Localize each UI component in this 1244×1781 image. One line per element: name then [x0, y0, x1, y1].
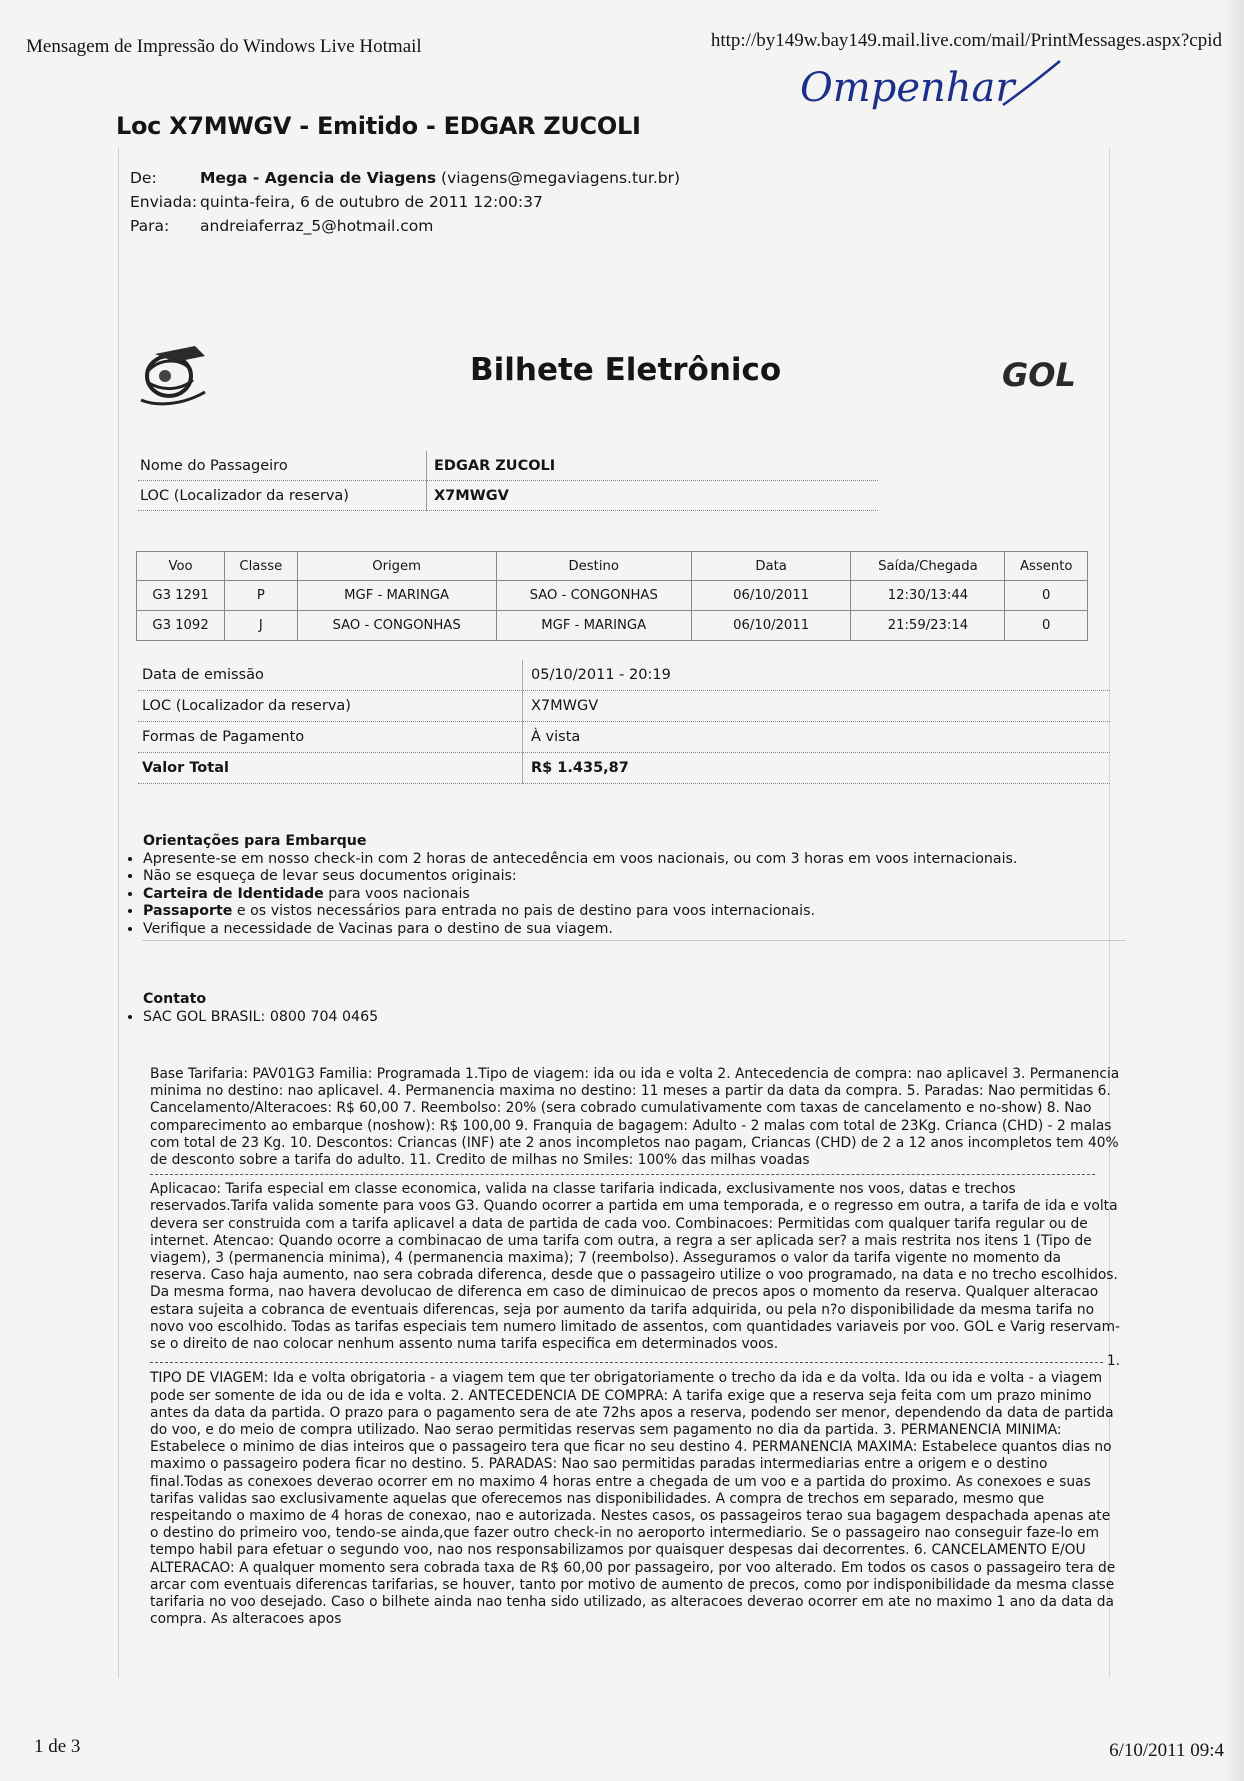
flight-cell: 06/10/2011: [691, 581, 851, 611]
to-row: [130, 214, 680, 238]
contact-list: [126, 1009, 378, 1027]
flight-cell: 0: [1005, 611, 1088, 641]
flight-cell: SAO - CONGONHAS: [297, 611, 496, 641]
from-row: [130, 166, 680, 190]
guidance-bold: Passaporte: [143, 903, 233, 919]
payment-row: [138, 753, 1110, 784]
to-address[interactable]: andreiaferraz_5@hotmail.com: [200, 217, 434, 235]
flight-cell: 06/10/2011: [691, 611, 851, 641]
passenger-table: [138, 451, 878, 511]
guidance-text: e os vistos necessários para entrada no pais de destino para voos internacionais.: [232, 903, 816, 919]
print-header-title: Mensagem de Impressão do Windows Live Hotmail: [26, 36, 422, 57]
flight-column-header: Saída/Chegada: [851, 552, 1005, 581]
passenger-value: X7MWGV: [427, 481, 879, 511]
section-divider: [142, 940, 1126, 941]
payment-table: [138, 660, 1110, 784]
dashed-separator: [150, 1362, 1103, 1363]
payment-label: Data de emissão: [138, 660, 523, 691]
guidance-text: para voos nacionais: [323, 885, 470, 902]
guidance-item: • Apresente-se em nosso check-in com 2 horas de antecedência em voos nacionais, ou com 3 horas em voos internacionais.: [143, 851, 1126, 869]
passenger-label: Nome do Passageiro: [138, 451, 427, 481]
boarding-guidance: [126, 833, 1126, 938]
separator-number: 1.: [1106, 1353, 1120, 1370]
numbered-separator: [150, 1353, 1120, 1370]
guidance-title: Orientações para Embarque: [143, 833, 367, 849]
sent-label: Enviada:: [130, 193, 198, 211]
guidance-item: • Não se esqueça de levar seus documentos originais:: [143, 868, 1126, 886]
payment-row: [138, 691, 1110, 722]
from-name[interactable]: Mega - Agencia de Viagens: [200, 169, 437, 187]
page-indicator: 1 de 3: [34, 1736, 81, 1757]
sent-row: [130, 190, 680, 214]
mega-agency-logo: [135, 340, 211, 412]
guidance-item: [143, 886, 1126, 904]
fare-application-paragraph: Aplicacao: Tarifa especial em classe economica, valida na classe tarifaria indicada, exclusivamente nos voos, datas e trechos reservados.Tarifa valida somente para voos G3. Quando ocorrer a partida em uma temporada, e o regresso em outra, a tarifa de ida e volta devera ser construida com a tarifa aplicavel a data de partida de cada voo. Combinacoes: Permitidas com qualquer tarifa regular ou de internet. Atencao: Quando ocorre a combinacao de uma tarifa com outra, a regra a ser aplicada ser? a mais restrita nos itens 1 (Tipo de viagem), 3 (permanencia minima), 4 (permanencia maxima); 7 (reembolso). Asseguramos o valor da tarifa vigente no momento da reserva. Caso haja aumento, nao sera cobrada diferenca, desde que o passageiro utilize o voo programado, na data e no trecho escolhidos. Da mesma forma, nao havera devolucao de diferenca em caso de diminuicao de precos apos o momento da reserva. Qualquer alteracao estara sujeita a cobranca de eventuais diferencas, seja por aumento da tarifa adquirida, ou pela n?o disponibilidade da mesma tarifa no novo voo escolhido. Todas as tarifas especiais tem numero limitado de assentos, com quantidades variaveis por voo. GOL e Varig reservam-se o direito de nao colocar nenhum assento numa tarifa especifica em determinados voos.: [150, 1181, 1120, 1353]
flight-cell: 21:59/23:14: [851, 611, 1005, 641]
dashed-separator: [150, 1174, 1095, 1175]
payment-value: R$ 1.435,87: [523, 753, 1111, 784]
svg-text:GOL: GOL: [1002, 356, 1076, 394]
payment-row: [138, 722, 1110, 753]
flight-cell: P: [225, 581, 298, 611]
payment-value: X7MWGV: [523, 691, 1111, 722]
flight-cell: SAO - CONGONHAS: [496, 581, 691, 611]
payment-label: Valor Total: [138, 753, 523, 784]
fare-base-paragraph: Base Tarifaria: PAV01G3 Familia: Programada 1.Tipo de viagem: ida ou ida e volta 2. Antecedencia de compra: nao aplicavel 3. Permanencia minima no destino: nao aplicavel. 4. Permanencia maxima no destino: 11 meses a partir da data da compra. 5. Paradas: Nao permitidas 6. Cancelamento/Alteracoes: R$ 60,00 7. Reembolso: 20% (sera cobrado cumulativamente com taxas de cancelamento e no-show) 8. Nao comparecimento ao embarque (noshow): R$ 100,00 9. Franquia de bagagem: Adulto - 2 malas com total de 23Kg. Crianca (CHD) - 2 malas com total de 23 Kg. 10. Descontos: Criancas (INF) ate 2 anos incompletos nao pagam, Criancas (CHD) de 2 a 12 anos incompletos tem 40% de desconto sobre a tarifa do adulto. 11. Credito de milhas no Smiles: 100% das milhas voadas: [150, 1066, 1120, 1169]
guidance-item: [143, 903, 1126, 921]
fare-rules: [150, 1066, 1120, 1629]
payment-label: Formas de Pagamento: [138, 722, 523, 753]
email-meta: [130, 166, 680, 238]
from-email[interactable]: (viagens@megaviagens.tur.br): [441, 169, 681, 187]
flight-column-header: Data: [691, 552, 851, 581]
flight-cell: MGF - MARINGA: [496, 611, 691, 641]
flight-column-header: Voo: [137, 552, 225, 581]
flight-column-header: Classe: [225, 552, 298, 581]
flight-column-header: Destino: [496, 552, 691, 581]
flight-cell: 0: [1005, 581, 1088, 611]
guidance-item: • Verifique a necessidade de Vacinas para o destino de sua viagem.: [143, 921, 1126, 939]
contact-item: • SAC GOL BRASIL: 0800 704 0465: [143, 1009, 378, 1027]
passenger-label: LOC (Localizador da reserva): [138, 481, 427, 511]
flight-row: [137, 581, 1088, 611]
gol-logo: [1000, 352, 1085, 394]
print-header-url: http://by149w.bay149.mail.live.com/mail/PrintMessages.aspx?cpid: [710, 30, 1222, 51]
passenger-value: EDGAR ZUCOLI: [427, 451, 879, 481]
guidance-bold: Carteira de Identidade: [143, 885, 324, 902]
sent-date: quinta-feira, 6 de outubro de 2011 12:00:37: [200, 193, 543, 211]
payment-row: [138, 660, 1110, 691]
print-datetime: 6/10/2011 09:4: [1109, 1740, 1224, 1761]
payment-value: À vista: [523, 722, 1111, 753]
flight-row: [137, 611, 1088, 641]
flight-column-header: Assento: [1005, 552, 1088, 581]
email-subject: Loc X7MWGV - Emitido - EDGAR ZUCOLI: [116, 112, 641, 140]
contact-section: [126, 991, 378, 1026]
ticket-title: Bilhete Eletrônico: [470, 352, 782, 388]
flight-cell: G3 1291: [137, 581, 225, 611]
flight-column-header: Origem: [297, 552, 496, 581]
passenger-row: [138, 451, 878, 481]
flight-cell: J: [225, 611, 298, 641]
guidance-list: [126, 851, 1126, 939]
flight-cell: G3 1092: [137, 611, 225, 641]
handwritten-note: [798, 55, 1078, 135]
svg-text:Ompenhar: Ompenhar: [800, 65, 1015, 111]
payment-value: 05/10/2011 - 20:19: [523, 660, 1111, 691]
flight-table: [136, 551, 1088, 641]
payment-label: LOC (Localizador da reserva): [138, 691, 523, 722]
to-label: Para:: [130, 217, 170, 235]
fare-conditions-paragraph: TIPO DE VIAGEM: Ida e volta obrigatoria - a viagem tem que ter obrigatoriamente o trecho da ida e da volta. Ida ou ida e volta - a viagem pode ser somente de ida ou de ida e volta. 2. ANTECEDENCIA DE COMPRA: A tarifa exige que a reserva seja feita com um prazo minimo antes da data da partida. O prazo para o pagamento sera de ate 72hs apos a reserva, podendo ser menor, dependendo da data de partida do voo, e do meio de compra utilizado. Nao serao permitidas reservas sem pagamento no dia da partida. 3. PERMANENCIA MINIMA: Estabelece o minimo de dias inteiros que o passageiro tera que ficar no seu destino 4. PERMANENCIA MAXIMA: Estabelece quantos dias no maximo o passageiro podera ficar no destino. 5. PARADAS: Nao sao permitidas paradas intermediarias entre a origem e o destino final.Todas as conexoes deverao ocorrer em no maximo 4 horas entre a chegada de um voo e a partida do proximo. As conexoes e suas tarifas validas sao exclusivamente aquelas que oferecemos nas disponibilidades. A compra de trechos em separado, mesmo que respeitando o maximo de 4 horas de conexao, nao e autorizada. Nestes casos, os passageiros terao sua bagagem despachada apenas ate o destino do primeiro voo, tendo-se ainda,que fazer outro check-in no aeroporto intermediario. Se o passageiro nao conseguir faze-lo em tempo habil para efetuar o segundo voo, nao nos responsabilizamos por quaisquer despesas dai decorrentes. 6. CANCELAMENTO E/OU ALTERACAO: A qualquer momento sera cobrada taxa de R$ 60,00 por passageiro, por voo alterado. Em todos os casos o passageiro tera de arcar com eventuais diferencas tarifarias, se houver, tanto por motivo de aumento de precos, como por indisponibilidade da mesma classe tarifaria no voo desejado. Caso o bilhete ainda nao tenha sido utilizado, as alteracoes deverao ocorrer em ate no maximo 1 ano da data da compra. As alteracoes apos: [150, 1370, 1116, 1628]
scan-edge-shadow: [1224, 0, 1244, 1781]
contact-title: Contato: [143, 991, 207, 1007]
passenger-row: [138, 481, 878, 511]
flight-cell: 12:30/13:44: [851, 581, 1005, 611]
from-label: De:: [130, 169, 157, 187]
flight-cell: MGF - MARINGA: [297, 581, 496, 611]
